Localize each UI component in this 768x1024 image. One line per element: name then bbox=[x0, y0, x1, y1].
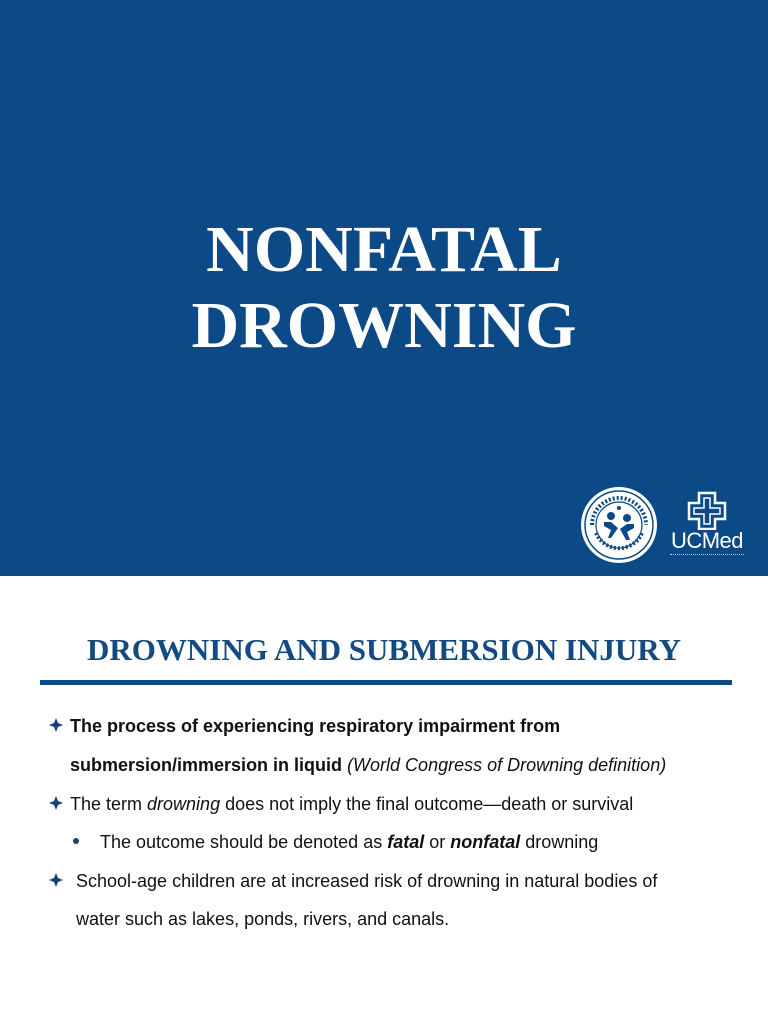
logo-subtitle-line bbox=[670, 554, 744, 557]
title-underline bbox=[40, 680, 732, 685]
slide-title bbox=[0, 212, 768, 364]
diamond-bullet-icon bbox=[48, 872, 64, 888]
logo-text: UCMed bbox=[670, 528, 744, 553]
sub-bullet-line bbox=[100, 830, 598, 854]
sub-bullet-dot bbox=[73, 838, 79, 844]
sub-bullet-fatal: fatal bbox=[387, 832, 425, 852]
content-slide bbox=[0, 576, 768, 1024]
sub-bullet-pre: The outcome should be denoted as bbox=[100, 832, 388, 852]
bullet-1-line-2 bbox=[70, 753, 666, 777]
bullet-1-term: submersion/immersion in liquid bbox=[70, 755, 343, 775]
sub-bullet-nonfatal: nonfatal bbox=[450, 832, 521, 852]
diamond-bullet-icon bbox=[48, 717, 64, 733]
bullet-2-pre: The term bbox=[70, 794, 148, 814]
title-line-1: NONFATAL bbox=[206, 213, 562, 286]
sub-bullet-mid: or bbox=[424, 832, 451, 852]
medical-cross-icon bbox=[666, 490, 748, 530]
bullet-2-italic: drowning bbox=[147, 794, 221, 814]
bullet-3-line-2: water such as lakes, ponds, rivers, and canals. bbox=[76, 909, 450, 929]
bullet-1-source: (World Congress of Drowning definition) bbox=[347, 755, 667, 775]
title-line-2: DROWNING bbox=[191, 289, 577, 362]
diamond-bullet-icon bbox=[48, 795, 64, 811]
bullet-3-line-1: School-age children are at increased risk of drowning in natural bodies of bbox=[76, 871, 658, 891]
bullet-2-line bbox=[70, 792, 633, 816]
sub-bullet-post: drowning bbox=[520, 832, 599, 852]
ucmc-pediatrics-seal-icon bbox=[580, 486, 658, 564]
ucmed-logo bbox=[666, 490, 748, 560]
bullet-1-line-1 bbox=[70, 714, 560, 738]
bullet-2-post: does not imply the final outcome—death or survival bbox=[220, 794, 634, 814]
bullet-1-text-bold: The process of experiencing respiratory impairment from bbox=[70, 716, 561, 736]
content-slide-title: DROWNING AND SUBMERSION INJURY bbox=[87, 632, 681, 667]
